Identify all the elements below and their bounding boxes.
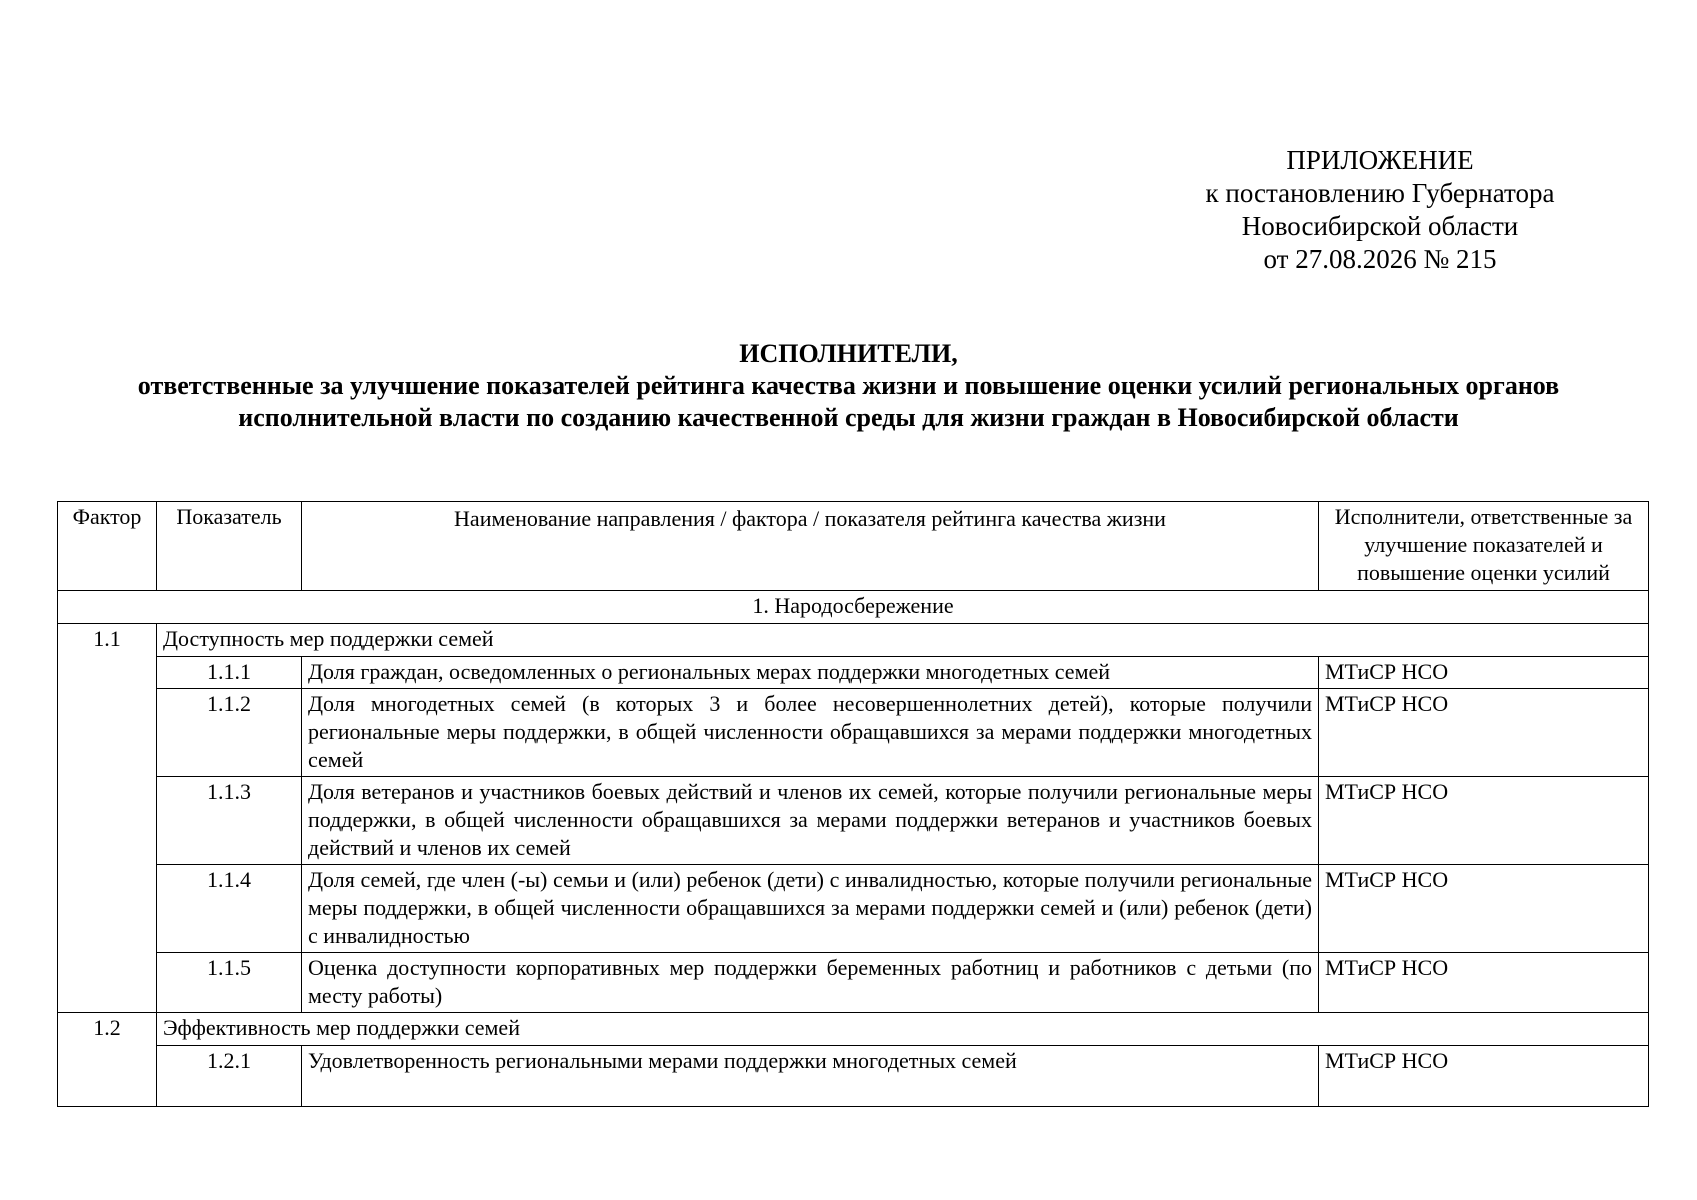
section-title: 1. Народосбережение <box>58 591 1649 624</box>
executors-table <box>57 501 1649 1107</box>
table-row <box>58 865 1649 953</box>
indicator-number: 1.1.1 <box>157 657 302 689</box>
section-row <box>58 591 1649 624</box>
indicator-executor: МТиСР НСО <box>1319 865 1649 953</box>
indicator-executor: МТиСР НСО <box>1319 657 1649 689</box>
indicator-number: 1.1.2 <box>157 689 302 777</box>
indicator-number: 1.2.1 <box>157 1046 302 1107</box>
factor-name: Эффективность мер поддержки семей <box>157 1013 1649 1046</box>
title-heading: ИСПОЛНИТЕЛИ, <box>739 339 958 368</box>
appendix-resolution-line: к постановлению Губернатора <box>1205 178 1555 208</box>
indicator-name: Оценка доступности корпоративных мер поддержки беременных работниц и работников с детьми (по месту работы) <box>302 953 1319 1013</box>
appendix-region-line: Новосибирской области <box>1241 211 1519 241</box>
indicator-name: Удовлетворенность региональными мерами поддержки многодетных семей <box>302 1046 1319 1107</box>
factor-row <box>58 624 1649 657</box>
table-row <box>58 1046 1649 1107</box>
table-header-row <box>58 502 1649 591</box>
indicator-executor: МТиСР НСО <box>1319 953 1649 1013</box>
indicator-name: Доля семей, где член (-ы) семьи и (или) ребенок (дети) с инвалидностью, которые получили региональные меры поддержки, в общей численности обращавшихся за мерами поддержки семей и (или) ребенок (дети) с инвалидностью <box>302 865 1319 953</box>
indicator-name: Доля ветеранов и участников боевых действий и членов их семей, которые получили региональные меры поддержки, в общей численности обращавшихся за мерами поддержки ветеранов и участников боевых действий и членов их семей <box>302 777 1319 865</box>
indicator-name: Доля многодетных семей (в которых 3 и более несовершеннолетних детей), которые получили региональные меры поддержки, в общей численности обращавшихся за мерами поддержки многодетных семей <box>302 689 1319 777</box>
factor-name: Доступность мер поддержки семей <box>157 624 1649 657</box>
table-row <box>58 689 1649 777</box>
header-executors: Исполнители, ответственные за улучшение показателей и повышение оценки усилий <box>1319 502 1649 591</box>
indicator-number: 1.1.4 <box>157 865 302 953</box>
appendix-block <box>1150 144 1610 276</box>
title-subheading-line2: исполнительной власти по созданию качественной среды для жизни граждан в Новосибирской области <box>238 403 1459 432</box>
indicator-number: 1.1.5 <box>157 953 302 1013</box>
appendix-date-number: от 27.08.2026 № 215 <box>1263 244 1497 274</box>
appendix-title: ПРИЛОЖЕНИЕ <box>1286 145 1474 175</box>
table-row <box>58 657 1649 689</box>
indicator-executor: МТиСР НСО <box>1319 689 1649 777</box>
indicator-executor: МТиСР НСО <box>1319 1046 1649 1107</box>
factor-row <box>58 1013 1649 1046</box>
header-indicator: Показатель <box>157 502 302 591</box>
document-title <box>0 338 1697 434</box>
title-subheading-line1: ответственные за улучшение показателей рейтинга качества жизни и повышение оценки усилий региональных органов <box>137 371 1560 400</box>
header-name: Наименование направления / фактора / показателя рейтинга качества жизни <box>302 502 1319 591</box>
indicator-executor: МТиСР НСО <box>1319 777 1649 865</box>
factor-number: 1.1 <box>58 624 157 1013</box>
indicator-name: Доля граждан, осведомленных о региональных мерах поддержки многодетных семей <box>302 657 1319 689</box>
indicator-number: 1.1.3 <box>157 777 302 865</box>
factor-number: 1.2 <box>58 1013 157 1107</box>
header-factor: Фактор <box>58 502 157 591</box>
table-row <box>58 953 1649 1013</box>
table-row <box>58 777 1649 865</box>
